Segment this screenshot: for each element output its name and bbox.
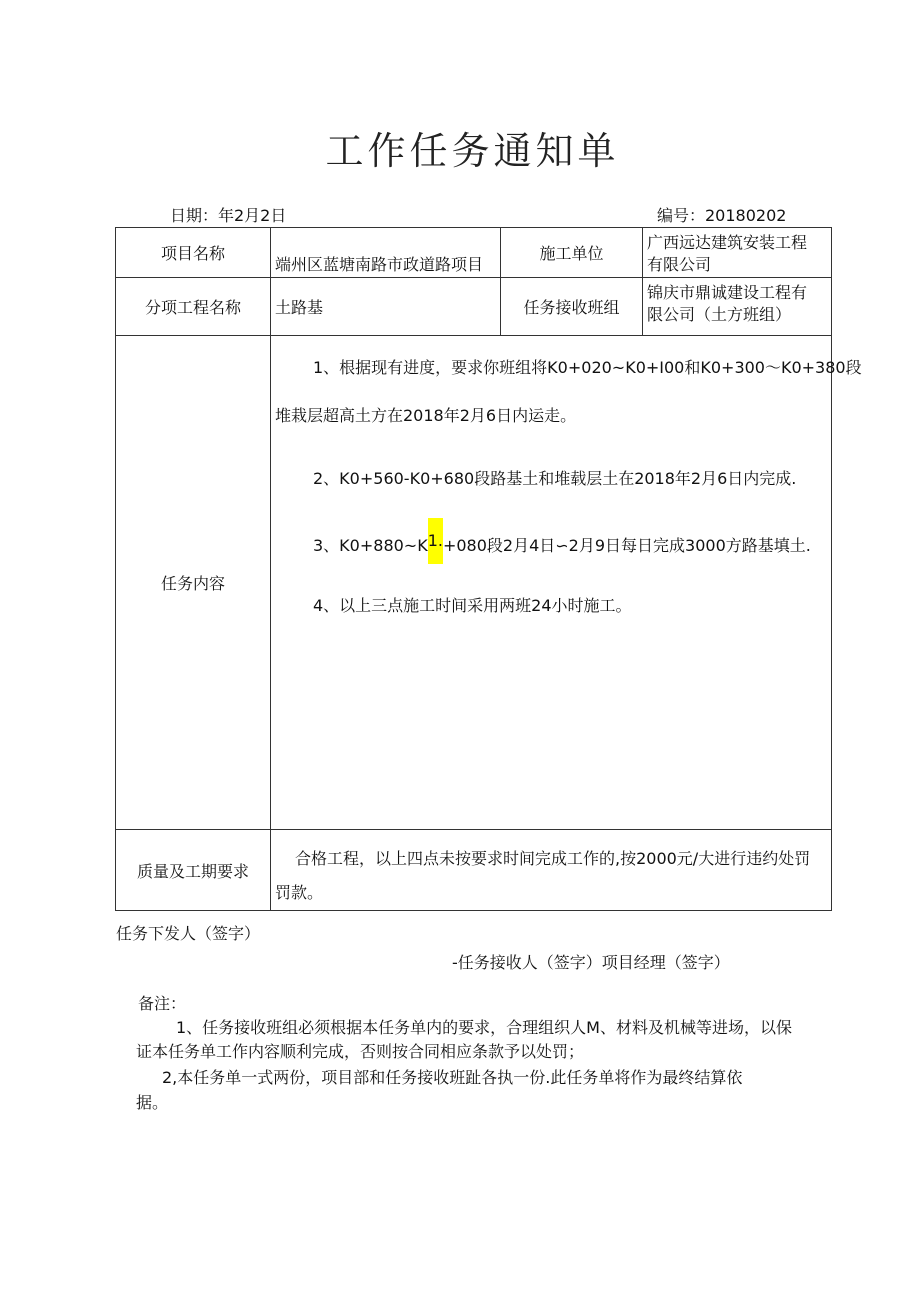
quality-line-1: 合格工程，以上四点未按要求时间完成工作的,按2000元/大进行违约处罚 — [295, 849, 811, 868]
note-2-line-2: 据。 — [136, 1093, 169, 1112]
task-item-3-start: 3、K0+880~K — [313, 536, 428, 555]
task-item-3-end: +080段2月4日∽2月9日每日完成3000方路基填土. — [442, 536, 811, 555]
document-number: 编号：20180202 — [657, 206, 787, 225]
issuer-signature-label: 任务下发人（签字） — [116, 924, 261, 943]
row-project — [116, 228, 832, 278]
quality-label: 质量及工期要求 — [116, 830, 271, 911]
task-content-label: 任务内容 — [116, 336, 271, 830]
sub-project-value: 土路基 — [271, 278, 501, 336]
quality-cell — [271, 830, 832, 911]
task-item-2: 2、K0+560-K0+680段路基土和堆载层土在2018年2月6日内完成. — [313, 469, 797, 488]
row-task-content — [116, 336, 832, 830]
task-form-table — [115, 227, 862, 911]
receiver-signature-label: -任务接收人（签字）项目经理（签字） — [452, 953, 730, 972]
task-content-cell — [271, 336, 862, 830]
document-title: 工作任务通知单 — [325, 129, 620, 173]
sub-project-label: 分项工程名称 — [116, 278, 271, 336]
highlighted-text: 1. — [428, 518, 443, 564]
receiving-team-line-1: 锦庆市鼎诚建设工程有 — [647, 283, 808, 302]
task-item-3 — [271, 529, 831, 564]
construction-unit-value — [643, 228, 832, 278]
receiving-team-label: 任务接收班组 — [501, 278, 643, 336]
note-1-line-1: 1、任务接收班组必须根据本任务单内的要求，合理组织人M、材料及机械等进场，以保 — [176, 1018, 792, 1037]
task-item-4: 4、以上三点施工时间采用两班24小时施工。 — [313, 596, 632, 615]
task-item-1: 1、根据现有进度，要求你班组将K0+020~K0+I00和K0+300～K0+380段 — [313, 358, 862, 377]
project-name-label: 项目名称 — [116, 228, 271, 278]
date-line: 日期：年2月2日 — [170, 206, 287, 225]
receiving-team-line-2: 限公司（土方班组） — [647, 305, 792, 324]
receiving-team-value — [643, 278, 832, 336]
note-2-line-1: 2,本任务单一式两份，项目部和任务接收班趾各执一份.此任务单将作为最终结算依 — [162, 1068, 743, 1087]
construction-unit-line-1: 广西远达建筑安装工程 — [647, 233, 808, 252]
construction-unit-line-2: 有限公司 — [647, 255, 712, 274]
note-1-line-2: 证本任务单工作内容顺利完成，否则按合同相应条款予以处罚； — [136, 1042, 585, 1061]
task-item-1-cont: 堆栽层超高土方在2018年2月6日内运走。 — [275, 406, 577, 425]
row-sub-project — [116, 278, 832, 336]
project-name-value: 端州区蓝塘南路市政道路项目 — [271, 228, 501, 278]
notes-label: 备注： — [138, 994, 187, 1013]
quality-line-2: 罚款。 — [275, 883, 324, 902]
construction-unit-label: 施工单位 — [501, 228, 643, 278]
quality-text — [271, 830, 831, 910]
row-quality — [116, 830, 832, 911]
